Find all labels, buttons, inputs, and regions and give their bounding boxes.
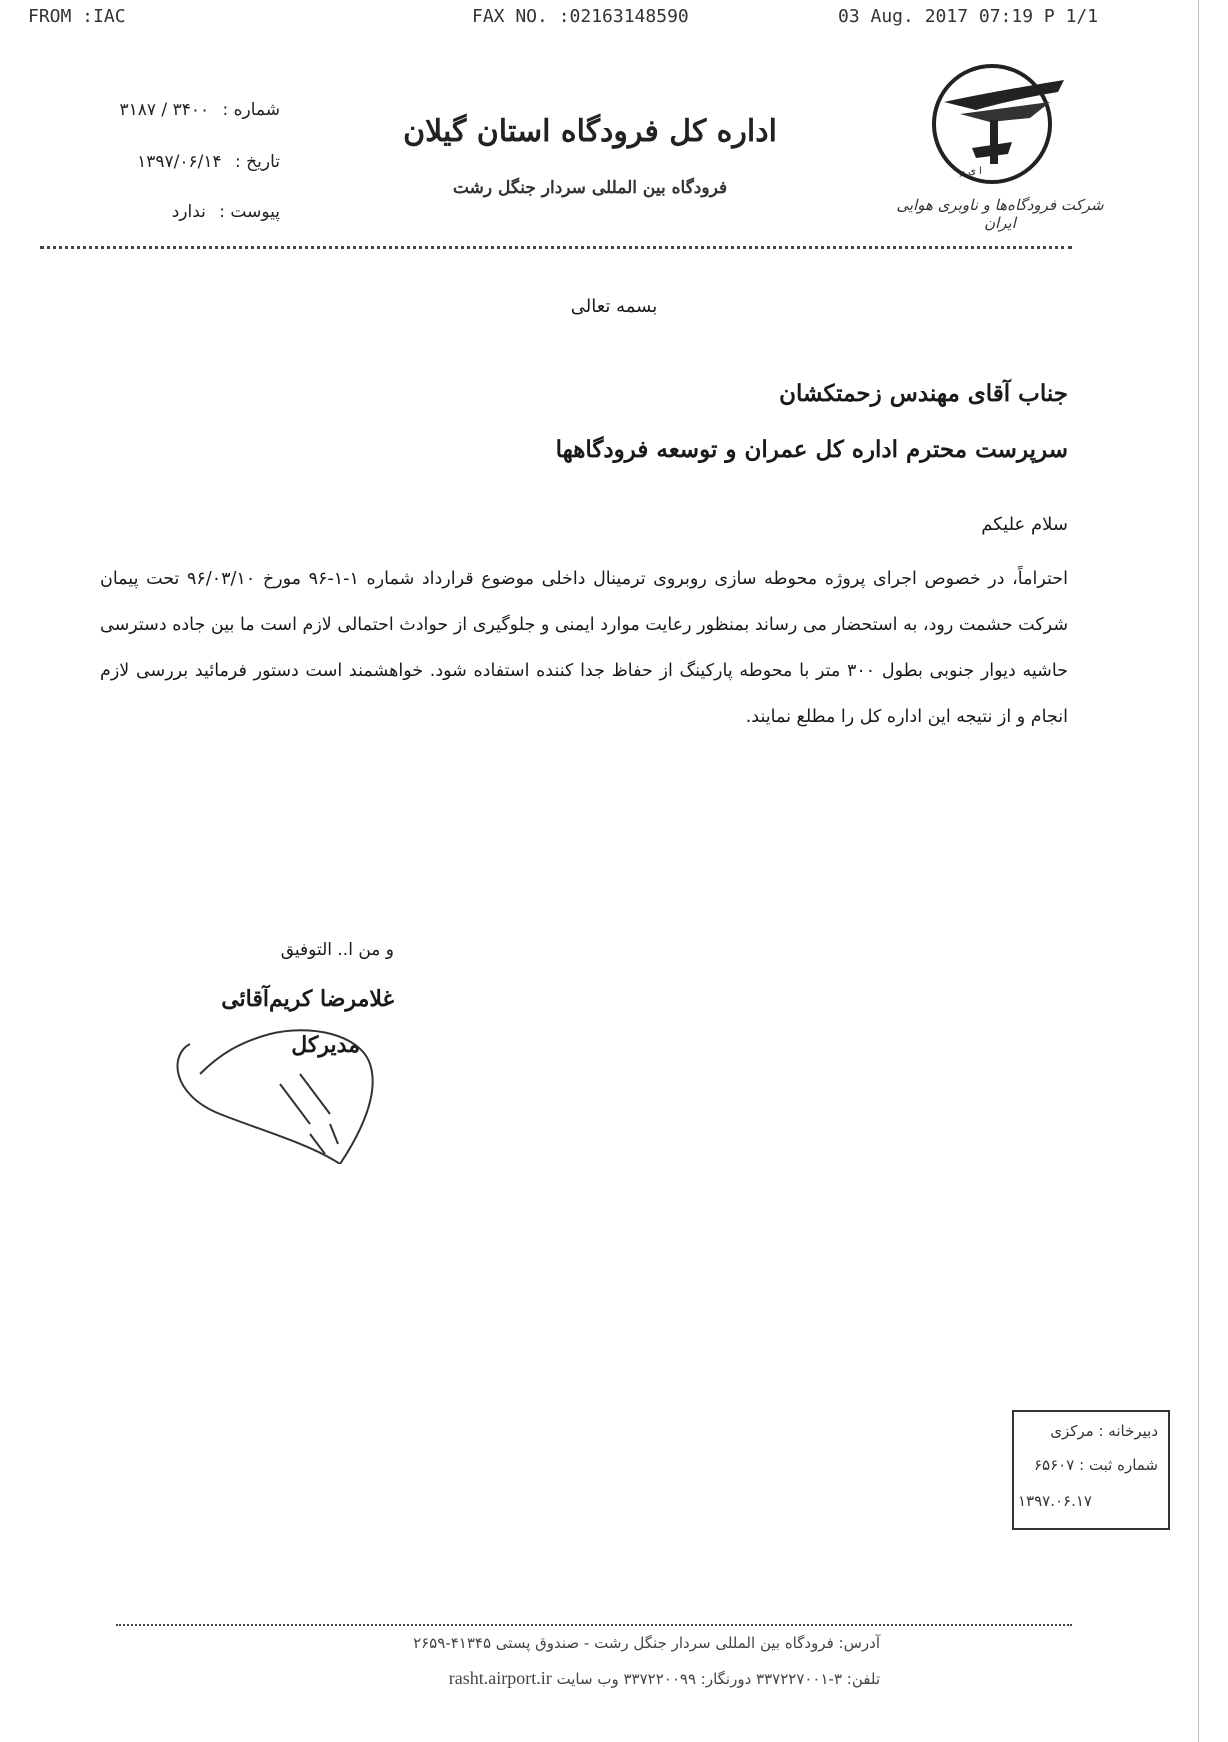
scan-edge-line bbox=[1198, 0, 1199, 1742]
company-name-script: شرکت فرودگاه‌ها و ناوبری هوایی ایران bbox=[896, 196, 1104, 232]
org-title: اداره کل فرودگاه استان گیلان bbox=[403, 114, 777, 149]
letter-date-value: ۱۳۹۷/۰۶/۱۴ bbox=[137, 152, 222, 172]
signer-name: غلامرضا کریم‌آقائی bbox=[221, 986, 394, 1012]
salutation: سلام علیکم bbox=[981, 514, 1068, 535]
airport-company-logo-icon bbox=[930, 62, 1070, 192]
basmala: بسمه تعالی bbox=[570, 296, 658, 317]
letter-attachment-value: ندارد bbox=[171, 202, 206, 222]
fax-datetime: 03 Aug. 2017 07:19 P 1/1 bbox=[838, 6, 1099, 27]
letter-date bbox=[70, 152, 280, 172]
recipient-title: سرپرست محترم اداره کل عمران و توسعه فرودگاهها bbox=[555, 436, 1068, 463]
fax-header bbox=[0, 6, 1228, 34]
letter-attachment-label: پیوست : bbox=[219, 202, 280, 222]
footer-contact bbox=[290, 1668, 880, 1689]
handwritten-signature bbox=[160, 1014, 410, 1164]
closing-phrase: و من ا.. التوفیق bbox=[280, 940, 394, 960]
letter-attachment bbox=[70, 202, 280, 222]
footer-divider bbox=[116, 1624, 1072, 1626]
letter-number-label: شماره : bbox=[222, 100, 280, 120]
fax-from: FROM :IAC bbox=[28, 6, 126, 27]
stamp-date: ۱۳۹۷.۰۶.۱۷ bbox=[1018, 1492, 1092, 1510]
svg-text:ا ی ر: ا ی ر bbox=[960, 166, 982, 177]
footer-phones: تلفن: ۳-۳۳۷۲۲۷۰۰۱ دورنگار: ۳۳۷۲۲۰۰۹۹ وب سایت bbox=[556, 1670, 880, 1688]
letter-date-label: تاریخ : bbox=[235, 152, 280, 172]
stamp-registration-number: شماره ثبت : ۶۵۶۰۷ bbox=[1034, 1456, 1158, 1474]
footer-address: آدرس: فرودگاه بین المللی سردار جنگل رشت - صندوق پستی ۴۱۳۴۵-۲۶۵۹ bbox=[413, 1634, 880, 1652]
letter-body: احتراماً، در خصوص اجرای پروژه محوطه سازی روبروی ترمینال داخلی موضوع قرارداد شماره ۱-۱-۹۶ مورخ ۹۶/۰۳/۱۰ تحت پیمان شرکت حشمت رود، به استحضار می رساند بمنظور رعایت موارد ایمنی و جلوگیری از حوادث احتمالی لازم است ما بین جاده دسترسی حاشیه دیوار جنوبی بطول ۳۰۰ متر با محوطه پارکینگ از حفاظ جدا کننده استفاده شود. خواهشمند است دستور فرمائید بررسی لازم انجام و از نتیجه این اداره کل را مطلع نمایند. bbox=[100, 569, 1068, 727]
signer-title: مدیرکل bbox=[291, 1032, 360, 1058]
footer-website: rasht.airport.ir bbox=[448, 1668, 552, 1688]
stamp-office: دبیرخانه : مرکزی bbox=[1050, 1422, 1158, 1440]
letter-number-value: ۳۴۰۰ / ۳۱۸۷ bbox=[119, 100, 210, 120]
org-subtitle: فرودگاه بین المللی سردار جنگل رشت bbox=[452, 178, 728, 198]
recipient-name: جناب آقای مهندس زحمتکشان bbox=[779, 380, 1068, 407]
letter-number bbox=[70, 100, 280, 120]
fax-number: FAX NO. :02163148590 bbox=[472, 6, 689, 27]
registry-stamp bbox=[1012, 1410, 1170, 1530]
header-divider bbox=[40, 246, 1072, 249]
